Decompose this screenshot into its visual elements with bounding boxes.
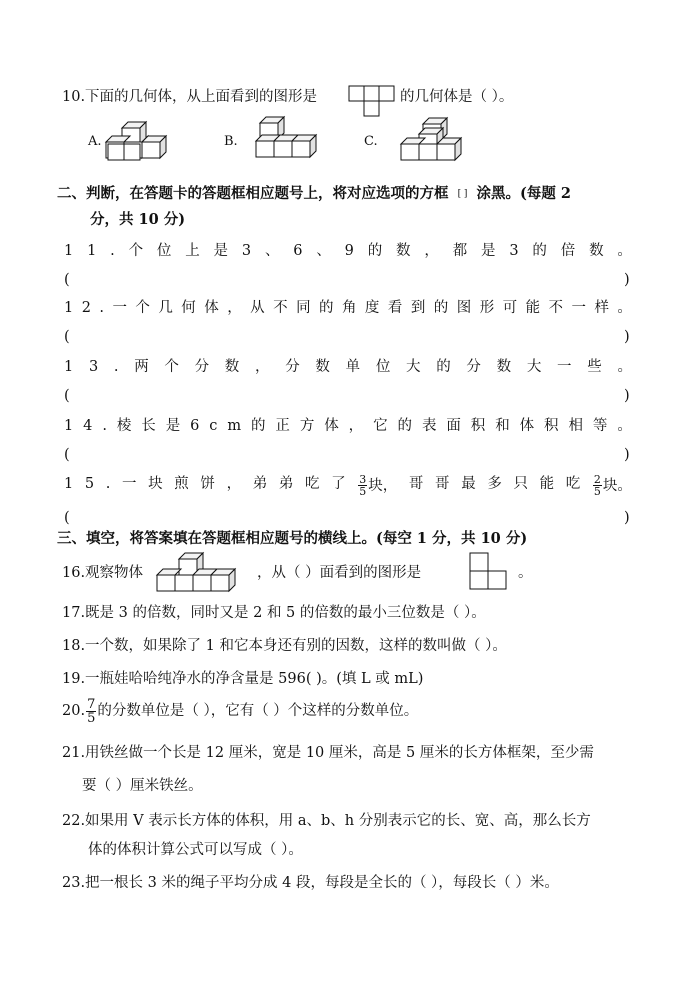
q12-char: 度 [364,300,380,316]
q11-char: 是 [481,243,496,259]
q15-char: ， [226,476,242,492]
q14-char: 。 [617,418,632,434]
q10-option-b-cubes-figure [256,117,322,165]
q12-char: 图 [456,300,472,316]
q15-fraction-2-denominator: 5 [593,485,601,498]
q15-fraction-1 [357,474,397,497]
q11-line [64,241,632,261]
q23-line: 23.把一根长 3 米的绳子平均分成 4 段，每段是全长的（ ），每段长（ ）米。 [62,875,559,891]
q13-char: 大 [406,359,421,375]
q15-fraction-1-denominator: 5 [359,485,367,498]
section2-bracket-symbol: [ ] [457,189,468,199]
q19-line: 19.一瓶娃哈哈纯净水的净含量是 596( )。(填 L 或 mL) [62,671,424,687]
q15-char: 吃 [565,476,581,492]
q12-char: 角 [341,300,357,316]
q14-char: 是 [165,418,181,434]
q12-char: 体 [204,300,219,316]
q13-char: 单 [345,359,361,375]
q16-view-figure [470,553,510,591]
q15-char: 弟 [252,476,268,492]
q16-middle: ，从（ ）面看到的图形是 [257,565,422,581]
q13-char: 些 [587,359,602,375]
section2-heading-line2: 分，共 10 分) [90,211,186,228]
q13-char: 分 [466,359,481,375]
q15-char: 能 [539,476,555,492]
q15-char: 了 [331,476,346,492]
q11-char: 、 [264,243,280,259]
q15-fraction-2-stack [593,474,602,497]
q14-char: 长 [141,418,156,434]
q15-char: 一 [122,476,137,492]
q18-line: 18.一个数，如果除了 1 和它本身还有别的因数，这样的数叫做（ ）。 [62,638,507,654]
q10-text-before: 10.下面的几何体，从上面看到的图形是 [62,89,318,105]
q14-line [64,416,632,436]
q13-char: 1 [64,359,74,375]
q11-char: 个 [128,243,144,259]
q15-fraction-1-stack [358,474,367,497]
q12-char: 何 [181,300,196,316]
q21-line2: 要（ ）厘米铁丝。 [82,778,203,794]
q14-char: 等 [592,418,608,434]
q15-char: 哥 [435,476,450,492]
q11-char: 。 [617,243,632,259]
q12-char: 可 [502,300,518,316]
q16-before: 16.观察物体 [62,565,144,581]
q13-char: . [113,359,119,375]
q13-char: 分 [285,359,300,375]
q15-char: . [105,476,111,492]
q20-rest: 的分数单位是（ ），它有（ ）个这样的分数单位。 [97,703,419,719]
q11-char: . [110,243,115,259]
q17-line: 17.既是 3 的倍数，同时又是 2 和 5 的倍数的最小三位数是（ ）。 [62,605,486,621]
q14-char: 4 [83,418,93,434]
q13-char: 位 [375,359,391,375]
q14-char: 积 [470,418,486,434]
q14-char: 积 [544,418,559,434]
q13-char: 的 [436,359,451,375]
q11-char: 1 [64,243,74,259]
q14-char: 6 [190,418,200,434]
q11-char: 6 [293,243,303,259]
q11-char: 都 [452,243,468,259]
q14-char: m [227,418,242,434]
q12-char: 几 [158,300,173,316]
q13-line [64,357,632,377]
q14-char: 方 [299,418,315,434]
q11-char: ， [424,243,439,259]
q13-char: 一 [557,359,572,375]
q11-char: 3 [241,243,252,259]
q13-char: 3 [88,359,99,375]
q14-char: 表 [421,418,437,434]
q14-char: 的 [250,418,266,434]
q15-char: 哥 [408,476,424,492]
q10-option-a-label: A. [88,134,102,149]
q11-char: 上 [185,243,200,259]
q10-option-b-label: B. [224,134,238,149]
q13-char: 两 [134,359,149,375]
q11-char: 的 [367,243,383,259]
q12-char: 看 [387,300,403,316]
q12-char: 2 [81,300,91,316]
q15-char: 最 [461,476,476,492]
q14-char: 和 [495,418,510,434]
q14-char: 的 [397,418,413,434]
q13-open-paren: ( [64,388,70,404]
q10-option-a-cubes-figure [106,122,166,166]
q15-char: 吃 [304,476,320,492]
q12-char: 到 [410,300,426,316]
q12-char: 不 [273,300,288,316]
q12-char: 1 [64,300,74,316]
q15-char: 5 [84,476,95,492]
q16-object-figure [157,553,241,597]
q14-char: 体 [324,418,339,434]
q11-open-paren: ( [64,272,70,288]
q11-char: 数 [396,243,411,259]
q10-text-after: 的几何体是（ ）。 [400,89,514,105]
q14-char: 面 [446,418,461,434]
q20-prefix: 20. [62,703,86,719]
q15-char: 只 [513,476,528,492]
q14-char: 1 [64,418,74,434]
section2-heading-end: 涂黑。(每题 2 [476,185,572,202]
q11-char: 的 [532,243,547,259]
q12-char: 。 [617,300,632,316]
q12-char: 一 [112,300,127,316]
q12-char: . [99,300,104,316]
q10-line-end [400,87,513,107]
q11-char: 是 [213,243,229,259]
q11-char: 位 [156,243,172,259]
q12-char: ， [227,300,242,316]
q12-char: 样 [594,300,609,316]
q13-char: 分 [194,359,210,375]
q14-char: 体 [519,418,535,434]
q13-char: 大 [526,359,542,375]
q15-char: 1 [64,476,74,492]
q15-open-paren: ( [64,510,70,526]
section3-heading: 三、填空，将答案填在答题框相应题号的横线上。(每空 1 分，共 10 分) [57,530,528,547]
section2-heading-text: 二、判断，在答题卡的答题框相应题号上，将对应选项的方框 [57,185,449,202]
q13-char: 数 [496,359,512,375]
q12-char: 一 [571,300,586,316]
q12-open-paren: ( [64,329,70,345]
q12-char: 形 [479,300,495,316]
q14-open-paren: ( [64,447,70,463]
q15-line [64,474,632,497]
q13-char: ， [255,359,270,375]
q15-close-paren: ) [624,510,630,526]
q11-char: 3 [509,243,519,259]
q11-char: 、 [316,243,331,259]
q12-char: 不 [548,300,564,316]
q12-char: 个 [135,300,150,316]
q22-line1: 22.如果用 V 表示长方体的体积，用 a、b、h 分别表示它的长、宽、高，那么长方 [62,813,591,829]
q15-after-fraction-2: 块。 [602,477,632,494]
q13-char: 个 [164,359,179,375]
q14-char: 它 [373,418,388,434]
q14-char: 相 [568,418,583,434]
q15-fraction-2 [592,474,632,497]
q12-char: 的 [319,300,334,316]
q15-char: 饼 [200,476,215,492]
q12-char: 从 [250,300,265,316]
q13-char: 。 [617,359,632,375]
q15-char: 煎 [174,476,189,492]
q12-line [64,298,632,318]
q10-top-view-figure [349,86,397,120]
q11-char: 9 [344,243,354,259]
q14-char: 正 [275,418,290,434]
q14-char: c [209,418,218,434]
q14-char: 棱 [116,418,132,434]
q15-char: 块 [148,476,163,492]
q16-after: 。 [518,565,533,581]
q15-char: 多 [487,476,502,492]
q15-fraction-1-numerator: 3 [359,473,367,486]
q15-fraction-2-numerator: 2 [593,473,601,486]
q13-char: 数 [224,359,240,375]
q11-char: 数 [589,243,604,259]
q13-close-paren: ) [624,388,630,404]
section2-heading-line1 [57,184,571,204]
q14-char: ， [348,418,364,434]
q15-char: 弟 [278,476,294,492]
q12-char: 的 [433,300,449,316]
q11-char: 1 [87,243,97,259]
q10-option-c-cubes-figure [401,118,467,166]
q12-char: 同 [296,300,311,316]
q20-fraction-numerator: 7 [87,696,96,712]
q11-char: 倍 [560,243,576,259]
q12-char: 能 [525,300,541,316]
q12-close-paren: ) [624,329,630,345]
q14-char: . [102,418,107,434]
q11-close-paren: ) [624,272,630,288]
q20-line [62,697,418,725]
q14-close-paren: ) [624,447,630,463]
q21-line1: 21.用铁丝做一个长是 12 厘米，宽是 10 厘米，高是 5 厘米的长方体框架，至少需 [62,745,594,761]
q10-line [62,87,317,107]
q20-fraction-denominator: 5 [87,710,96,726]
q22-line2: 体的体积计算公式可以写成（ ）。 [88,842,303,858]
q20-fraction [86,698,96,725]
q10-option-c-label: C. [364,134,378,149]
q15-after-fraction-1: 块， [368,477,398,494]
q13-char: 数 [315,359,330,375]
